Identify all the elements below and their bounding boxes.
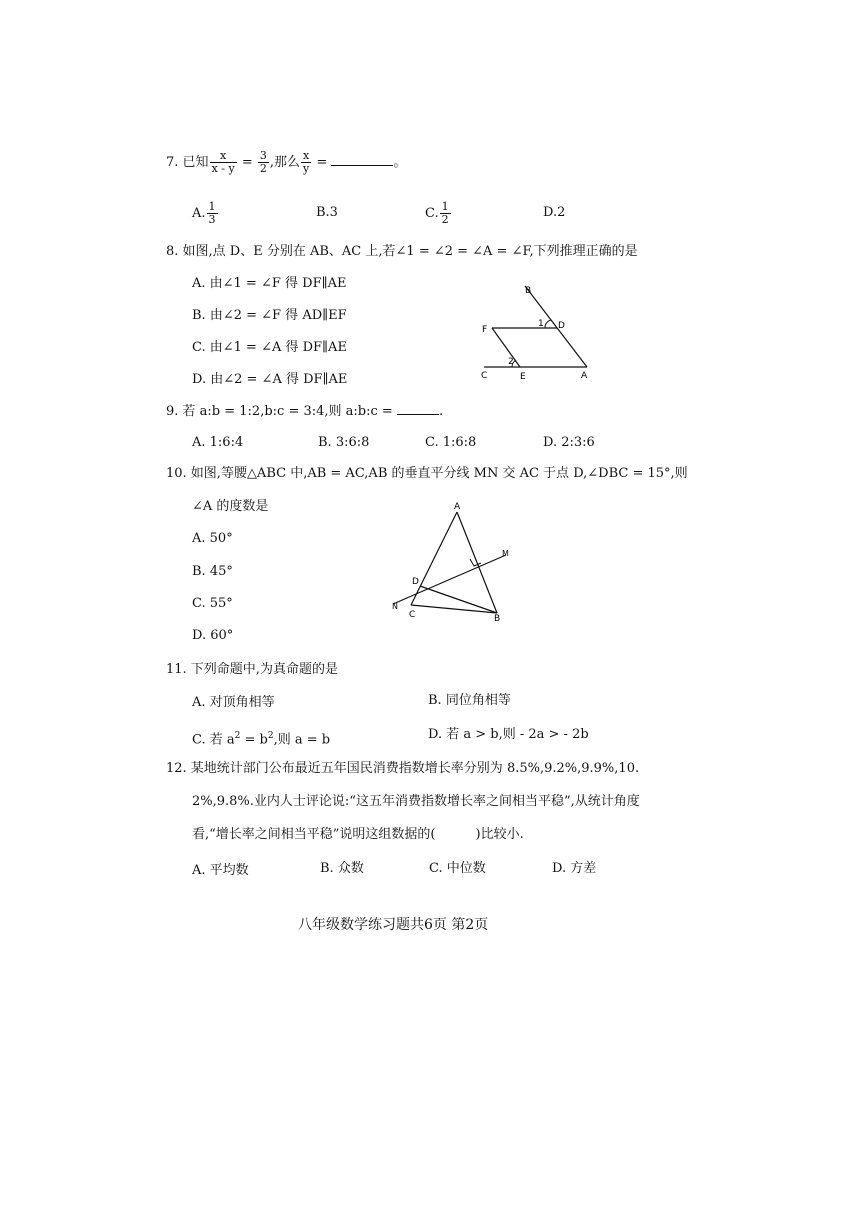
q11-option-c[interactable]: C. 若 $a^2 = b^2$,则 a = b [192,731,331,748]
q10-side-AB [457,512,497,613]
q10-option-b[interactable]: B. 45° [192,564,233,579]
q10-label-M: M [502,549,509,558]
q9-stem: 9. 若 a:b = 1:2,b:c = 3:4,则 a:b:c = . [166,404,444,419]
page-footer: 八年级数学练习题共6页 第2页 [298,917,489,933]
q10-option-c[interactable]: C. 55° [192,596,233,611]
q12-option-c[interactable]: C. 中位数 [429,861,486,876]
q10-label-A: A [454,502,461,512]
q9-answer-blank[interactable] [397,403,439,415]
q10-label-B: B [494,614,501,624]
q12-option-b[interactable]: B. 众数 [320,861,364,876]
q8-figure [470,280,600,385]
q7-fraction-3: $\frac{x}{y}$ [303,149,310,175]
q8-line-BA [525,286,587,367]
q7-answer-blank[interactable] [331,154,393,166]
q8-option-c[interactable]: C. 由∠1 = ∠A 得 DF∥AE [192,340,347,355]
q8-label-1: 1 [538,319,544,329]
q12-line-3: 看,“增长率之间相当平稳”说明这组数据的( )比较小. [192,827,524,842]
q7-option-c[interactable]: C. $\frac{1}{2}$ [425,200,449,226]
q7-fraction-2: $\frac{3}{2}$ [259,149,267,175]
q10-label-D: D [412,577,419,587]
q10-label-N: N [392,602,398,611]
q9-option-b[interactable]: B. 3:6:8 [318,435,370,450]
q7-option-b[interactable]: B.3 [316,205,338,220]
q12-line-1: 12. 某地统计部门公布最近五年国民消费指数增长率分别为 8.5%,9.2%,9.9%,10. [166,761,640,776]
q7-fraction-1: $\frac{x}{x - y}$ [211,149,235,175]
q7-option-a[interactable]: A. $\frac{1}{3}$ [192,200,216,226]
q8-option-b[interactable]: B. 由∠2 = ∠F 得 AD∥EF [192,308,347,323]
q8-option-a[interactable]: A. 由∠1 = ∠F 得 DF∥AE [192,276,347,291]
q11-stem: 11. 下列命题中,为真命题的是 [166,662,338,677]
q8-label-F: F [482,325,488,335]
q10-option-d[interactable]: D. 60° [192,628,234,643]
q12-line-2: 2%,9.8%.业内人士评论说:“这五年消费指数增长率之间相当平稳”,从统计角度 [192,794,640,809]
q8-stem: 8. 如图,点 D、E 分别在 AB、AC 上,若∠1 = ∠2 = ∠A = ∠F,下列推理正确的是 [166,244,638,259]
q8-label-2: 2 [508,357,514,367]
q9-option-c[interactable]: C. 1:6:8 [425,435,477,450]
q11-option-b[interactable]: B. 同位角相等 [428,693,511,708]
q8-label-E: E [520,372,526,382]
q8-label-A: A [581,371,588,381]
q10-stem: 10. 如图,等腰△ABC 中,AB = AC,AB 的垂直平分线 MN 交 AC 于点 D,∠DBC = 15°,则 [166,466,688,481]
q10-figure [385,500,525,625]
q8-line-FE [492,328,520,367]
q11-option-a[interactable]: A. 对顶角相等 [192,695,275,710]
q8-label-B: B [525,286,532,296]
q10-label-C: C [409,610,416,620]
q10-option-a[interactable]: A. 50° [192,531,233,546]
q11-option-d[interactable]: D. 若 a > b,则 - 2a > - 2b [428,727,589,742]
q8-label-D: D [558,321,565,331]
q12-option-d[interactable]: D. 方差 [552,861,597,876]
q9-option-d[interactable]: D. 2:3:6 [543,435,595,450]
q8-option-d[interactable]: D. 由∠2 = ∠A 得 DF∥AE [192,372,348,387]
q8-label-C: C [481,371,488,381]
q10-stem-2: ∠A 的度数是 [192,499,269,514]
q9-option-a[interactable]: A. 1:6:4 [192,435,244,450]
q7-option-d[interactable]: D.2 [543,205,566,220]
q12-option-a[interactable]: A. 平均数 [192,863,249,878]
q7-stem: 7. 已知 $\frac{x}{x - y}$ = $\frac{3}{2}$ ,那么 $\frac{x}{y}$ = 。 [166,149,407,175]
